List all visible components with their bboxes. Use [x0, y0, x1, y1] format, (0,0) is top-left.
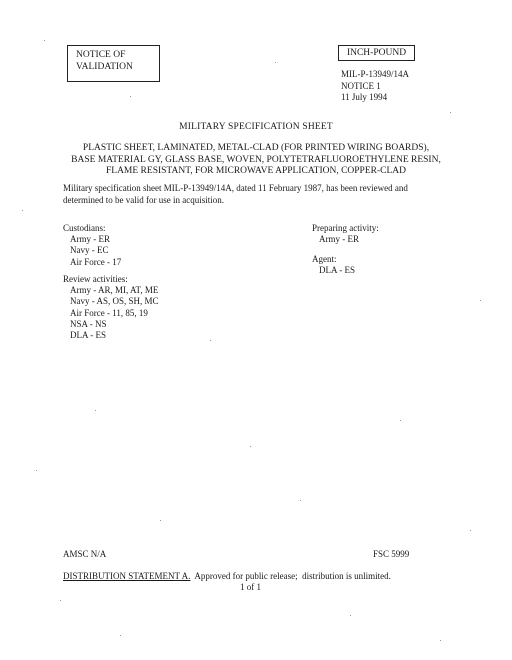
inch-pound-label: INCH-POUND [346, 48, 407, 58]
distribution-text: Approved for public release; distribution is unlimited. [190, 571, 391, 581]
custodians-block [63, 223, 121, 268]
distribution-statement [63, 571, 391, 582]
review-item: Army - AR, MI, AT, ME [70, 285, 159, 296]
amsc-label: AMSC N/A [63, 549, 107, 559]
doc-number: MIL-P-13949/14A [341, 69, 409, 79]
subject-line-1: PLASTIC SHEET, LAMINATED, METAL-CLAD (FOR PRINTED WIRING BOARDS), [82, 143, 430, 153]
distribution-label: DISTRIBUTION STATEMENT A. [63, 571, 191, 581]
review-heading: Review activities: [63, 274, 128, 284]
fsc-label: FSC 5999 [373, 549, 410, 559]
subject-line-3: FLAME RESISTANT, FOR MICROWAVE APPLICATION, COPPER-CLAD [105, 166, 407, 176]
inch-pound-box [338, 45, 415, 61]
custodian-item: Army - ER [70, 234, 110, 245]
page-number: 1 of 1 [240, 582, 261, 592]
preparing-heading: Preparing activity: [312, 223, 379, 233]
custodian-item: Air Force - 17 [70, 256, 122, 267]
custodians-heading: Custodians: [63, 223, 106, 233]
subject-title [0, 143, 512, 178]
preparing-activity-block [312, 223, 379, 245]
custodian-item: Navy - EC [70, 245, 109, 256]
agent-block [312, 254, 355, 276]
document-identifier [341, 69, 409, 104]
validation-paragraph: Military specification sheet MIL-P-13949/14A, dated 11 February 1987, has been reviewed and determined to be valid for use in acquisition. [63, 183, 408, 205]
page-title: MILITARY SPECIFICATION SHEET [179, 122, 333, 132]
review-activities-block [63, 274, 159, 341]
agent-heading: Agent: [312, 254, 337, 264]
notice-box-line2: VALIDATION [76, 62, 133, 72]
preparing-value: Army - ER [319, 234, 359, 245]
review-item: DLA - ES [70, 330, 106, 341]
notice-box-line1: NOTICE OF [76, 50, 126, 60]
agent-value: DLA - ES [319, 265, 355, 276]
doc-date: 11 July 1994 [341, 92, 388, 102]
notice-of-validation-box [67, 45, 160, 82]
notice-number: NOTICE 1 [341, 80, 381, 91]
review-item: Air Force - 11, 85, 19 [70, 307, 148, 318]
review-item: NSA - NS [70, 318, 107, 329]
subject-line-2: BASE MATERIAL GY, GLASS BASE, WOVEN, POLYTETRAFLUOROETHYLENE RESIN, [71, 154, 441, 165]
review-item: Navy - AS, OS, SH, MC [70, 296, 159, 307]
